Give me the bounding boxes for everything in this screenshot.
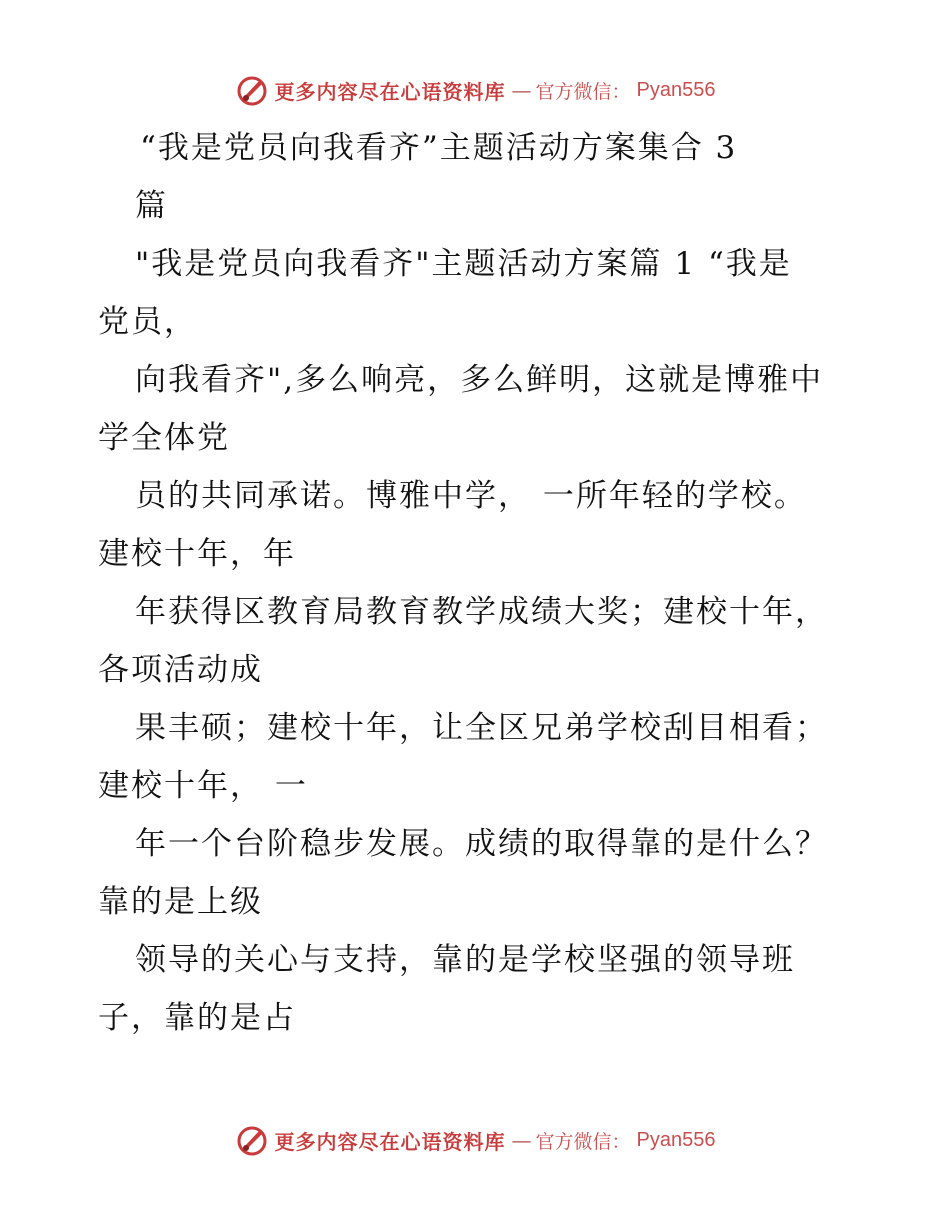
paragraph-line: 学全体党 — [98, 420, 230, 456]
banner-site-name: 更多内容尽在心语资料库 — [274, 1129, 506, 1154]
brush-logo-icon — [235, 1123, 269, 1157]
paragraph-line: 靠的是上级 — [98, 884, 263, 920]
banner-dash: — — [511, 78, 530, 102]
paragraph-line: 员的共同承诺。博雅中学， 一所年轻的学校。 — [135, 478, 807, 514]
banner-dash: — — [511, 1128, 530, 1152]
banner-wechat-label: 官方微信： — [535, 80, 631, 103]
paragraph-line: 果丰硕；建校十年，让全区兄弟学校刮目相看； — [135, 710, 828, 746]
header-watermark-banner — [0, 70, 950, 110]
document-title-line-2: 篇 — [135, 188, 168, 224]
paragraph-line: 年一个台阶稳步发展。成绩的取得靠的是什么？ — [135, 826, 828, 862]
paragraph-line: 年获得区教育局教育教学成绩大奖；建校十年， — [135, 594, 828, 630]
paragraph-line: "我是党员向我看齐"主题活动方案篇 1 “我是 — [135, 246, 792, 282]
footer-watermark-banner — [0, 1120, 950, 1160]
paragraph-line: 建校十年， 一 — [98, 768, 308, 804]
paragraph-line: 子，靠的是占 — [98, 1000, 296, 1036]
banner-wechat-label: 官方微信： — [535, 1130, 631, 1153]
paragraph-line: 领导的关心与支持，靠的是学校坚强的领导班 — [135, 942, 795, 978]
paragraph-line: 向我看齐",多么响亮，多么鲜明，这就是博雅中 — [135, 362, 824, 398]
brush-logo-icon — [235, 73, 269, 107]
banner-wechat-id: Pyan556 — [636, 78, 716, 101]
paragraph-line: 建校十年，年 — [98, 536, 296, 572]
paragraph-line: 各项活动成 — [98, 652, 263, 688]
banner-wechat-id: Pyan556 — [636, 1128, 716, 1151]
document-title-line-1: “我是党员向我看齐”主题活动方案集合 3 — [140, 130, 738, 166]
banner-site-name: 更多内容尽在心语资料库 — [274, 79, 506, 104]
paragraph-line: 党员， — [98, 304, 197, 340]
